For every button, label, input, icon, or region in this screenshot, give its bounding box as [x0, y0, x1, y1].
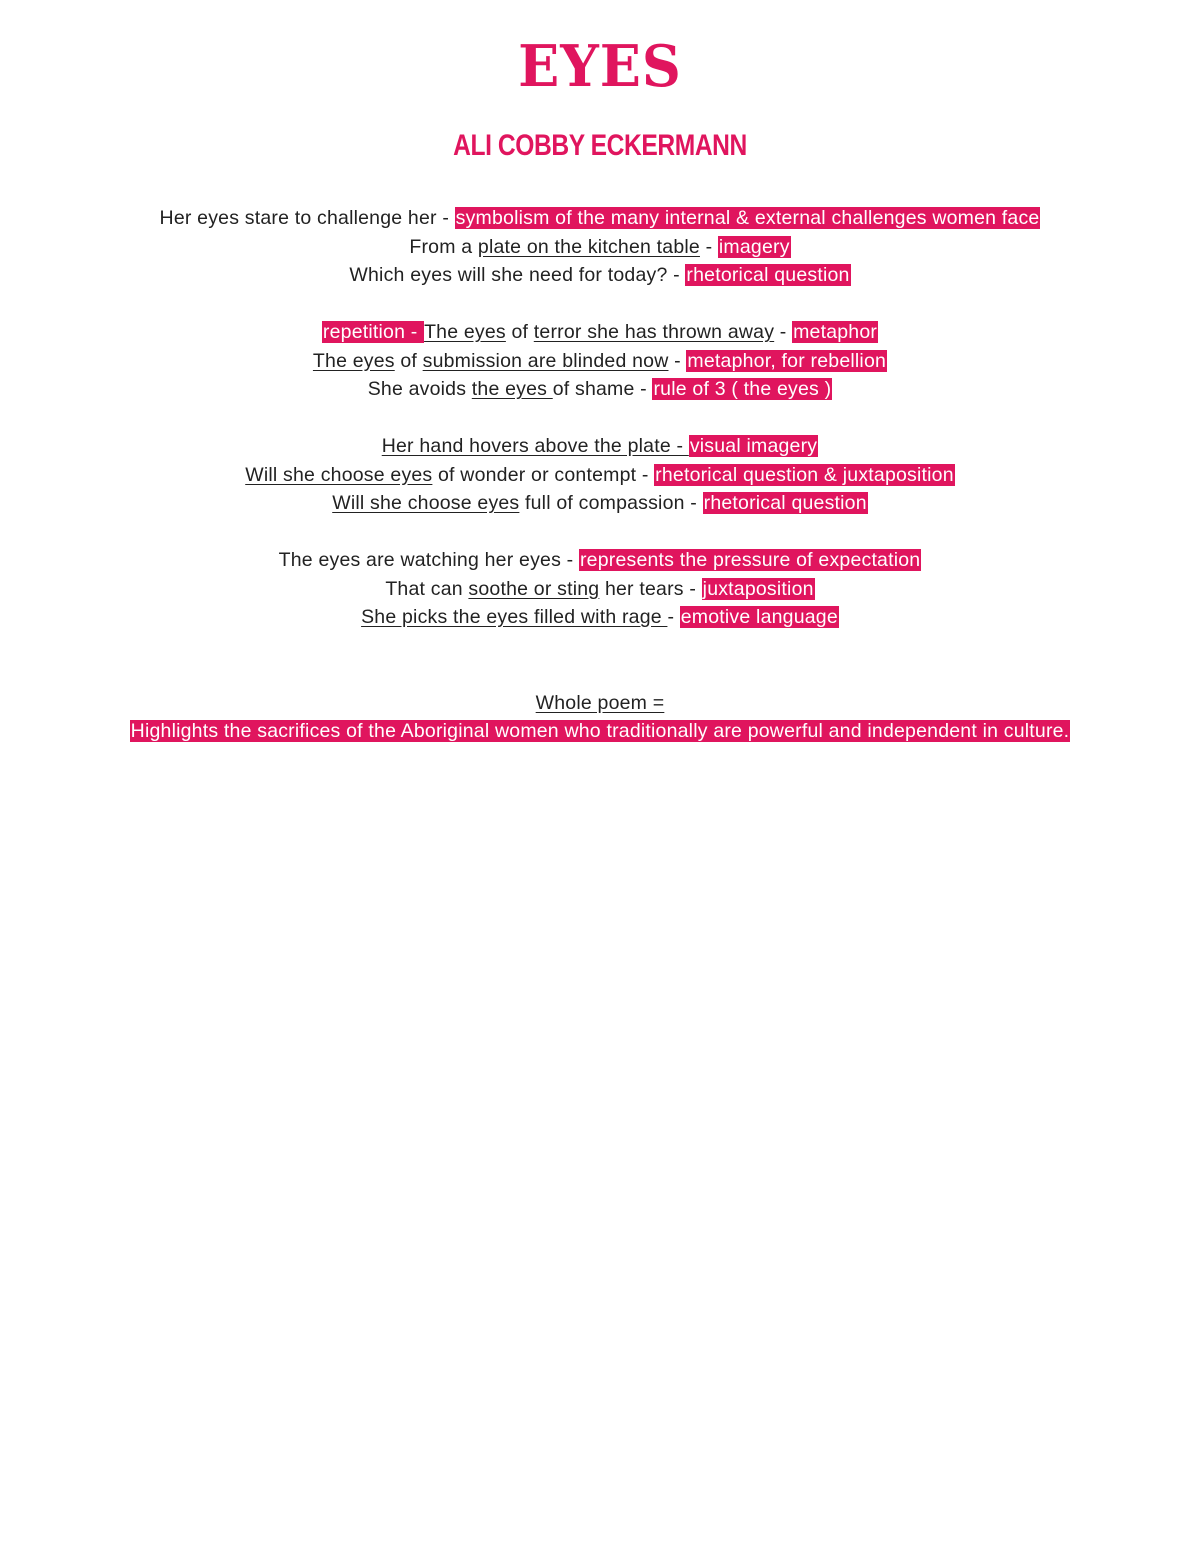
poem-line: [0, 489, 1200, 518]
annotation-highlight: metaphor, for rebellion: [687, 349, 887, 372]
underlined-text: The eyes: [424, 321, 506, 343]
poem-text: The eyes are watching her eyes -: [278, 549, 579, 571]
blank-line: [0, 632, 1200, 661]
blank-line: [0, 660, 1200, 689]
poem-text: From a: [409, 235, 478, 258]
annotation-highlight: symbolism of the many internal & external challenges women face: [455, 207, 1040, 229]
underlined-text: The eyes: [312, 349, 395, 372]
poem-line: [0, 233, 1200, 262]
underlined-text: Whole poem =: [535, 691, 665, 714]
poem-line: [0, 461, 1200, 490]
poem-author: ALI COBBY ECKERMANN: [453, 129, 747, 162]
poem-line: [0, 347, 1200, 376]
annotation-highlight: rule of 3 ( the eyes ): [653, 378, 832, 400]
poem-line: [0, 204, 1200, 233]
poem-text: -: [667, 606, 680, 628]
poem-text: That can: [385, 577, 469, 600]
poem-line: [0, 375, 1200, 404]
poem-line: [0, 261, 1200, 290]
poem-text: of: [505, 321, 534, 343]
poem-text: Which eyes will she need for today? -: [349, 264, 686, 286]
poem-title: EYES: [518, 32, 682, 100]
annotation-highlight: juxtaposition: [702, 577, 814, 600]
annotation-highlight: rhetorical question & juxtaposition: [655, 463, 954, 486]
poem-text: full of compassion -: [519, 492, 703, 514]
underlined-text: the eyes: [471, 378, 553, 400]
poem-line: [0, 318, 1200, 347]
poem-line: [0, 575, 1200, 604]
poem-text: of shame -: [552, 378, 653, 400]
poem-line: [0, 717, 1200, 746]
blank-line: [0, 518, 1200, 547]
underlined-text: She picks the eyes filled with rage: [361, 606, 668, 628]
poem-line: [0, 432, 1200, 461]
underlined-text: soothe or sting: [468, 577, 600, 600]
underlined-text: terror she has thrown away: [533, 321, 775, 343]
poem-text: -: [774, 321, 793, 343]
annotation-highlight: emotive language: [680, 606, 838, 628]
underlined-text: submission are blinded now: [422, 349, 669, 372]
annotation-highlight: repetition -: [322, 321, 424, 343]
poem-text: -: [668, 349, 687, 372]
annotated-poem-lines: [0, 204, 1200, 746]
poem-text: -: [699, 235, 718, 258]
annotation-highlight: visual imagery: [689, 435, 818, 457]
poem-line: [0, 603, 1200, 632]
underlined-text: Will she choose eyes: [332, 492, 520, 514]
blank-line: [0, 404, 1200, 433]
poem-line: [0, 546, 1200, 575]
poem-text: of wonder or contempt -: [432, 463, 655, 486]
poem-text: of: [394, 349, 423, 372]
blank-line: [0, 290, 1200, 319]
poem-text: Her eyes stare to challenge her -: [159, 207, 455, 229]
annotation-highlight: metaphor: [793, 321, 878, 343]
annotation-highlight: Highlights the sacrifices of the Aboriginal women who traditionally are powerful and independent in culture.: [130, 720, 1070, 742]
underlined-text: plate on the kitchen table: [477, 235, 700, 258]
annotation-highlight: represents the pressure of expectation: [579, 549, 921, 571]
poem-text: She avoids: [367, 378, 472, 400]
underlined-text: Will she choose eyes: [245, 463, 433, 486]
annotation-highlight: imagery: [718, 235, 790, 258]
poem-line: [0, 689, 1200, 718]
annotation-highlight: rhetorical question: [686, 264, 850, 286]
poem-text: her tears -: [599, 577, 702, 600]
underlined-text: Her hand hovers above the plate -: [381, 435, 689, 457]
annotation-highlight: rhetorical question: [703, 492, 867, 514]
